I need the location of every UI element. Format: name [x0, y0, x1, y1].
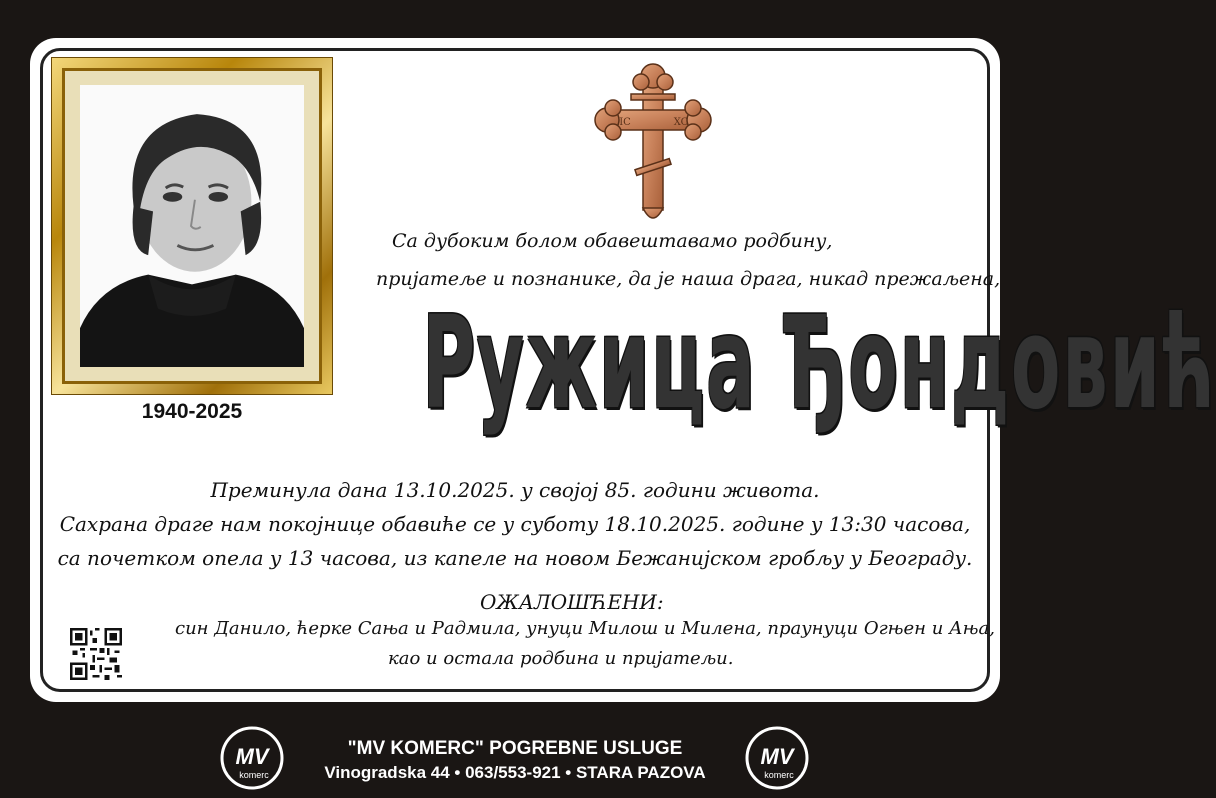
mv-komerc-logo [220, 726, 284, 790]
mv-komerc-logo-right [745, 726, 809, 790]
intro-line-1: Са дубоким болом обавештавамо родбину, [392, 230, 833, 252]
mourners-title: ОЖАЛОШЋЕНИ: [480, 590, 664, 614]
logo-text-right: MV [760, 744, 794, 769]
mourners-line-1: син Данило, ћерке Сања и Радмила, унуци Милош и Милена, праунуци Огњен и Ања, [175, 618, 995, 639]
cross-letters-right: XC [673, 117, 689, 128]
logo-subtext-right: komerc [764, 770, 794, 780]
portrait-frame [52, 58, 332, 394]
intro-line-2: пријатеље и познанике, да је наша драга, никад прежаљена, [376, 268, 1001, 290]
logo-subtext: komerc [239, 770, 269, 780]
logo-text: MV [235, 744, 269, 769]
death-date-line: Преминула дана 13.10.2025. у својој 85. години живота. [210, 478, 820, 502]
qr-code-icon [70, 628, 122, 680]
mourners-line-2: као и остала родбина и пријатељи. [388, 648, 734, 669]
cross-icon [595, 60, 711, 226]
portrait-mat [62, 68, 322, 384]
life-years: 1940-2025 [141, 400, 243, 423]
funeral-line-1: Сахрана драге нам покојнице обавиће се у суботу 18.10.2025. године у 13:30 часова, [59, 512, 971, 536]
cross-letters-left: IC [619, 117, 631, 128]
footer-address: Vinogradska 44 • 063/553-921 • STARA PAZOVA [324, 763, 706, 782]
portrait-photo [80, 85, 304, 367]
footer-company: "MV KOMERC" POGREBNE USLUGE [347, 738, 683, 759]
funeral-line-2: са почетком опела у 13 часова, из капеле на новом Бежанијском гробљу у Београду. [57, 546, 973, 570]
deceased-name: Ружица Ђондовић [422, 288, 1216, 438]
